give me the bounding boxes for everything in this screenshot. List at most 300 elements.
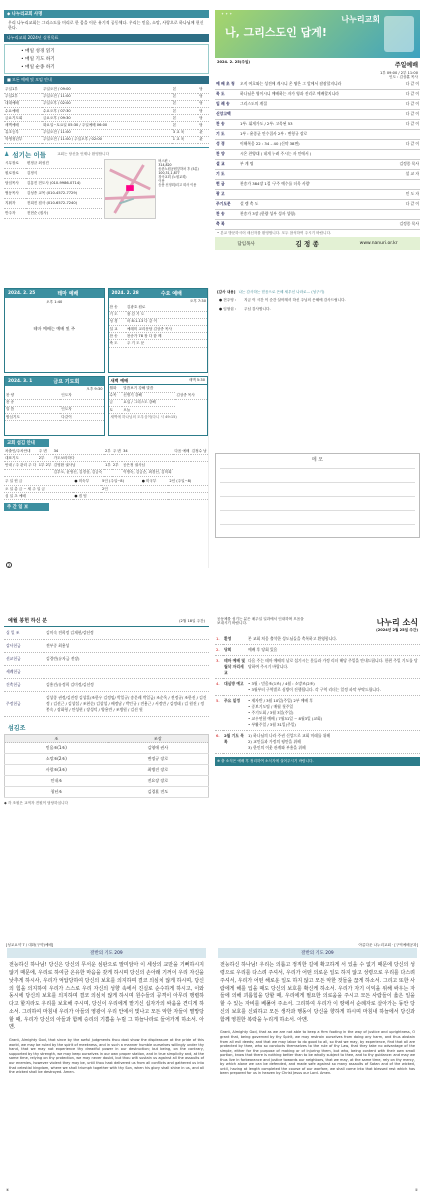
fri-row — [5, 406, 104, 413]
pastor-label: 담임목사 — [237, 241, 255, 247]
staff-row-cell: 협동목사 — [4, 188, 26, 198]
service-time-row-cell: 당 — [198, 100, 209, 107]
worship-order-row-cell: 광 고 — [215, 189, 239, 199]
offering-row-cell: 건축헌금 — [4, 679, 44, 692]
service-time-row-cell: 주일오후 / 02:00 — [42, 100, 172, 107]
thanks-list — [215, 296, 420, 313]
news-item — [215, 696, 420, 731]
news-item-cell: 6. — [215, 731, 223, 754]
service-time-row-cell: 주일오전 / 11:00 / 주일오후 / 02:00 — [42, 136, 172, 143]
service-time-row-cell: 새벽예배 — [4, 122, 42, 129]
church-name: 나누리교회 — [341, 15, 380, 24]
dawn-worship-box — [108, 376, 209, 436]
team-row-cell: 전요장 장로 — [108, 776, 209, 787]
wed-time: 오후 7:30 — [189, 299, 206, 303]
news-item-cell: 당회 — [223, 645, 247, 656]
thanks-sub: 나는 감사하는 믿음으로 은혜 세우신 나라로... (성구기) — [238, 290, 325, 294]
offer-row-cell — [141, 485, 169, 492]
team-row — [5, 765, 209, 776]
news-item-cell: 본 교회 처음 출석한 성도님들을 축복하고 환영합니다. — [247, 634, 420, 645]
service-time-row-cell: 주일2부 — [4, 93, 42, 100]
goal-header: 나누리교회 2024년 실천목표 — [4, 34, 209, 42]
map-line: 승용 신정회/리고 회사 이용 — [158, 182, 197, 187]
team-row-cell: 최병진 장로 — [108, 765, 209, 776]
service-time-row-cell: 금요오후 / 09:30 — [42, 115, 172, 122]
page-marker: ④ — [6, 1187, 10, 1192]
news-subhead: 공동체를 섬기는 분은 매주일 일과에서 인내하며 모음을 보내시기 바랍니다. — [217, 617, 304, 626]
serve-row-cell: 공은정 권사님 — [122, 462, 173, 469]
dawn-order — [109, 385, 208, 414]
worship-order-row-cell: 기 도 — [215, 129, 239, 139]
mission-header: ◆ 나누리교회 사명 — [4, 10, 209, 18]
serve-row-cell — [191, 455, 208, 462]
worship-order-row-cell: 다 같 이 — [386, 119, 420, 129]
wed-row-cell: 기 도 — [109, 311, 126, 318]
worship-order-row — [215, 189, 420, 199]
team-row-cell: 소망조(2조) — [5, 754, 108, 765]
worship-order-row — [215, 99, 420, 109]
worship-order-row — [215, 119, 420, 129]
map-line: 이용 — [158, 178, 165, 183]
dawn-row-cell: 월화 — [109, 385, 123, 392]
serve-table — [4, 448, 208, 477]
map-line: 314,820 — [158, 162, 172, 167]
worship-order-row — [215, 179, 420, 189]
wed-row — [109, 318, 208, 325]
news-item — [215, 679, 420, 696]
service-time-row-cell: 관 — [198, 129, 209, 136]
serve-row-cell: 주 변 — [38, 448, 53, 455]
service-time-row-cell: 주일오전 / 09:00 — [42, 86, 172, 93]
offering-row-cell: 김상종 권정/김진정 김상훈/조한우 김정임/ 박일규/ 송문레 박일금/ 조순옥 / 전정규/ 조한진 / 김건정 / 김선근 / 김상섭 / 조현순/ 김상섭 / 배정남 / 박인규 / 전용근 / 서정만 / 김정태 / 김 원진 / 정봉숙 / 장화형 / 안성현 / 장성덕 / 양용만 / 조병원 / 김선 원 — [44, 692, 209, 717]
pastor-name: 김 정 종 — [295, 240, 319, 249]
worship-order-row-cell — [386, 179, 420, 189]
worship-order-row — [215, 139, 420, 149]
p2-left-panel — [4, 288, 209, 568]
serve-row — [4, 455, 208, 462]
wed-row — [109, 340, 208, 347]
news-item-cell: 대심방 예고 — [223, 679, 247, 696]
staff-table — [4, 159, 102, 219]
team-row — [5, 776, 209, 787]
service-time-row-cell: 금요기도회 — [4, 115, 42, 122]
fri-row-cell — [60, 399, 103, 406]
map-line: 창곡교회 (노원교회) — [158, 174, 187, 179]
wed-row-cell: 김광호 원로 — [126, 304, 207, 311]
leader: 인도 : 김상훈 목사 — [389, 75, 418, 80]
theme-worship-box — [4, 288, 105, 373]
dawn-title: 새벽 예배 — [110, 378, 129, 383]
worship-order-row — [215, 169, 420, 179]
offering-row — [4, 653, 209, 666]
worship-order-row-cell: 기 도 — [215, 169, 239, 179]
news-title: 나누리 소식 — [376, 618, 418, 627]
wed-date: 2024. 2. 28 — [111, 291, 139, 296]
people-icon: ♟ — [4, 150, 10, 158]
memo-box — [215, 453, 420, 538]
theme-body: 테마 예배는 예배 및 주 — [33, 326, 76, 332]
offering-table — [4, 479, 208, 501]
team-note: ◆ 각 조원은 교역자 전원이 담당하십니다 — [4, 801, 69, 806]
website: www.nanuri.or.kr — [359, 241, 398, 247]
service-time-row-cell: 당 — [198, 115, 209, 122]
thanks-text: 주님 감사합니다. — [244, 306, 271, 311]
fri-row — [5, 414, 104, 421]
staff-row-cell: 전희진 집사 (010-6572-7240) — [26, 198, 103, 208]
worship-order-row-cell: 설 렘 축 도 — [239, 199, 386, 209]
offering-list — [4, 627, 209, 717]
serve-row-cell: 김부오, 윤영신, 김경상, 김금숙 — [53, 469, 104, 476]
serve-row-cell: 이명숙, 김금순, 최경선, 김미희 — [122, 469, 173, 476]
news-item-cell: 2. — [215, 645, 223, 656]
wed-order — [109, 304, 208, 347]
worship-order-row-cell: 다 같 이 — [386, 99, 420, 109]
offering-row-cell: 전부중 최용성 — [44, 640, 209, 653]
banner-slogan: 나, 그리스도인 답게! — [225, 26, 327, 39]
offer-row-cell — [168, 485, 208, 492]
dawn-note: 새벽에 하나님의 도우심이(다니 시 49:15) — [110, 415, 177, 420]
wed-title: 수요 예배 — [160, 291, 182, 297]
wed-row — [109, 304, 208, 311]
team-row — [5, 743, 209, 754]
service-times-small: 1부 09:00 / 2부 11:00 — [379, 71, 418, 75]
theme-title: 테마 예배 — [57, 291, 79, 297]
worship-order-row-cell: 1부: 휘게가도 / 2부: 고목된 53 — [239, 119, 386, 129]
wed-row-cell: 설 교 — [109, 326, 126, 333]
team-row — [5, 754, 209, 765]
theme-date: 2024. 2. 25 — [8, 291, 36, 296]
service-time-row-cell: 관 — [198, 136, 209, 143]
top-ribbon: ✦ ✦ ✦ — [221, 12, 233, 16]
worship-order-row-cell: 하나님은 영이시니 예배하는 자가 영과 진리로 예배할지니라 — [239, 89, 386, 99]
service-time-row-cell: 본 — [172, 93, 198, 100]
offer-row-cell: 주 일 헌 금 — [4, 479, 73, 486]
news-item-cell: 1) 하나님의 나라 주권 신앙으로 교회 미래를 위해 2) 교인들과 가정의 평안을 위해 3) 한인의 이웃 관계와 부흥을 위해 — [247, 731, 420, 754]
serve-row-cell: 2부 — [38, 455, 53, 462]
dawn-row-cell: 토 — [109, 407, 123, 414]
worship-order-row-cell: 다 같 이 — [386, 139, 420, 149]
news-item-cell: 테마 예배 및 월삭 자리세교 — [223, 656, 247, 679]
serve-row-cell — [104, 469, 112, 476]
service-time-row-cell: 본 — [172, 100, 198, 107]
prayer-title-right: 잘반의 기도 209 — [218, 948, 417, 958]
page-2 — [4, 288, 420, 583]
wed-row — [109, 326, 208, 333]
news-item — [215, 645, 420, 656]
theme-time: 오후 1:40 — [46, 300, 63, 304]
offering-row-cell: 십 일 조 — [4, 627, 44, 640]
staff-row-cell: 김정식 — [26, 168, 103, 178]
service-time-row-cell: 본 — [172, 115, 198, 122]
page-3 — [4, 615, 420, 915]
worship-order-row-cell — [386, 149, 420, 159]
page-1 — [4, 10, 420, 257]
mission-text: 우리 나누리교회는 그리스도를 머리로 한 몸을 이룬 유기적 공동체다. 우리는 믿음, 소망, 사랑으로 하나님께 헌신한다. — [8, 20, 204, 31]
p3-left-panel — [4, 615, 209, 915]
fri-row-cell: 찬 양 — [5, 392, 60, 399]
news-item-cell: 2월 기도 목록 — [223, 731, 247, 754]
team-head: 조 — [5, 735, 108, 743]
staff-row — [4, 168, 102, 178]
team-table — [4, 734, 209, 798]
worship-order-row-cell: 신앙고백 — [215, 109, 239, 119]
worship-order-row-cell: 찬 송 — [215, 119, 239, 129]
news-item-cell: 예배 후 당회 있음 — [247, 645, 420, 656]
serve-row-cell: 김영환 권사님 — [53, 462, 104, 469]
offer-row — [4, 493, 208, 500]
offering-row-cell: 세례헌금 — [4, 666, 44, 679]
fri-order — [5, 392, 104, 421]
map-line: 버스편 : — [158, 158, 170, 163]
worship-order-row-cell: 김정종 목사 — [386, 219, 420, 229]
page-4 — [4, 942, 420, 1192]
thanks-text: 지금 이 시간 이 순간 살아계셔 하신 주님의 은혜에 감사드립니다. — [244, 298, 346, 303]
serve-row-cell: 주 변 — [112, 448, 122, 455]
offer-row-cell: 2인 — [101, 485, 141, 492]
service-time-row — [4, 122, 209, 129]
staff-row-cell: 지휘자 — [4, 198, 26, 208]
serve-row-cell — [122, 455, 173, 462]
thanks-name: ● 임형섭 : — [219, 306, 237, 311]
serve-row-cell: 가도보라하다 — [53, 455, 104, 462]
serve-row-cell — [38, 469, 53, 476]
dawn-row-cell: 김상종 목사 — [175, 392, 207, 399]
fri-header — [5, 377, 104, 386]
worship-order-row-cell — [386, 209, 420, 219]
team-title: 섬김조 — [8, 725, 26, 732]
church-map — [104, 159, 156, 219]
dawn-row — [109, 392, 208, 399]
offer-row — [4, 479, 208, 486]
wed-row-cell: 찬송가 78 장 다 함 께 — [126, 333, 207, 340]
service-time-row — [4, 129, 209, 136]
worship-order-row-cell: 1부 : 윤종균 안수집사 2부 : 변형규 장로 — [239, 129, 386, 139]
service-time-row — [4, 93, 209, 100]
service-time-row — [4, 107, 209, 114]
weekly-label: 주 간 일 보 — [4, 503, 49, 511]
p2-right-panel — [215, 288, 420, 568]
service-time-row-cell: 수요예배 — [4, 107, 42, 114]
news-item-cell: 5. — [215, 696, 223, 731]
fri-row-cell: 다같이 — [60, 414, 103, 421]
worship-order-row-cell: 축 복 — [215, 219, 239, 229]
worship-order-row-cell: 부 계 명 — [239, 159, 386, 169]
serve-row — [4, 448, 208, 455]
news-date: (2024년 2월 25일 주간) — [376, 628, 418, 632]
theme-header — [5, 289, 104, 298]
news-item — [215, 634, 420, 645]
offering-row-cell: 주정헌금 — [4, 692, 44, 717]
fri-row — [5, 399, 104, 406]
staff-row-cell: 반주자 — [4, 208, 26, 218]
offer-row-cell — [168, 493, 208, 500]
serve-row-cell: 대표기도 — [4, 455, 38, 462]
staff-row-cell: 김흥진 전도사 (010-9986-0714) — [26, 178, 103, 188]
offering-row-cell — [44, 666, 209, 679]
service-time-row-cell: 본 — [172, 86, 198, 93]
offering-row — [4, 692, 209, 717]
offer-row-cell — [101, 493, 141, 500]
news-item-cell: 주요 일정 — [223, 696, 247, 731]
serve-row-cell — [112, 455, 122, 462]
service-time-row — [4, 115, 209, 122]
prayer-english-right: Grant, Almighty God, that as we are not able to keep a firm footing in the way of justice and uprightness, O grant that, being governed by thy Spirit, we may restrain ourselves from doing any harm, and thus abstain from all evil deeds; and that we may labor to do good to all, so that we may, by experience, find that all are protected by thee, who so conducts themselves to the rule of thy Law, that they take no advantage of the simple, either for the purpose of making or of injuring them, but who, being content with their own small portion, know that there is nothing better than to be wholly subject to thee, and to thy guidance: and may we thus live in forbearance and justice towards our neighbors, that we may, at the same time, rely on thy mercy, by which alone we can be defended, and made safe against so many assaults of Satan and of the wicked, until, having at length completed the course of our warfare, we shall come into that blessed rest which has been prepared for us in heaven by Christ Jesus our Lord. Amen. — [220, 1030, 415, 1076]
staff-row-cell: 김성종 교목 (010-4572-7729) — [26, 188, 103, 198]
worship-order-row — [215, 219, 420, 229]
prayer-title-left: 잘반의 기도 209 — [7, 948, 206, 958]
worship-order-row — [215, 199, 420, 209]
staff-row — [4, 188, 102, 198]
team-row-cell: 김경훈 전도 — [108, 787, 209, 798]
service-time-row-cell: 주일1부 — [4, 86, 42, 93]
service-time-row-cell: 당 — [198, 86, 209, 93]
thanks-header: [감사 내용] — [217, 290, 236, 294]
worship-order-table — [215, 80, 420, 230]
fri-time: 오후 9:30 — [86, 387, 103, 391]
page-marker: 2 — [7, 563, 11, 568]
dawn-row-cell: 수목 — [109, 392, 123, 399]
dove-icon — [384, 16, 414, 52]
fri-row-cell: 찬 송 — [5, 399, 60, 406]
goal-list — [4, 44, 209, 74]
dawn-row — [109, 385, 208, 392]
service-time-row-cell: 유초등부 — [4, 129, 42, 136]
page-marker: ① — [414, 1187, 418, 1192]
worship-order-row-cell: 예 배 초 청 — [215, 80, 239, 90]
worship-order-row-cell: 찬송가 384장 1절 '구주 예수를 더욱 사랑' — [239, 179, 386, 189]
worship-order-row-cell: 이해복음 22 : 34 – 40 (신약 38면) — [239, 139, 386, 149]
friday-prayer-box — [4, 376, 105, 436]
worship-order-row-cell: 주기도문 — [215, 199, 239, 209]
serve-header: 교회 섬김 안내 — [4, 439, 49, 447]
service-time-row — [4, 100, 209, 107]
serve-row — [4, 462, 208, 469]
service-time-row-cell: 학생청년부 — [4, 136, 42, 143]
news-item-cell: 1. — [215, 634, 223, 645]
offering-row-cell: 감사헌금 — [4, 640, 44, 653]
goal-item: • 매일 성경 읽기 — [21, 49, 55, 55]
service-time-row-cell: 수요오후 / 07:30 — [42, 107, 172, 114]
news-item — [215, 656, 420, 679]
worship-order-row-cell — [239, 189, 386, 199]
news-item-cell: • 3월 : 믿음조(1조) / 4월 : 소망조(2조) • 3월부터 구역별로 심방이 진행됩니다. 각 구역 리더는 일정 파악 부탁드립니다. — [247, 679, 420, 696]
team-row-cell: 사랑조(3조) — [5, 765, 108, 776]
worship-order-row — [215, 149, 420, 159]
staff-row-cell: 원로장로 — [4, 168, 26, 178]
serve-row-cell: 다음 예배 — [173, 448, 190, 455]
fri-row-cell: 인도자 — [60, 392, 103, 399]
team-row-cell: 인내조 — [5, 776, 108, 787]
dawn-row-cell: 금 — [109, 399, 123, 406]
serve-row-cell: 2부 — [112, 462, 122, 469]
worship-order-row-cell: 다 같 이 — [386, 89, 420, 99]
prayer-korean-left: 전능하신 하나님! 당신은 당신의 무서운 심판으로 말미암아 이 세상의 교만을 기뻐하시지 않기 때문에, 우리로 하여금 온유한 마음을 갖게 하시며 당신의 손아래 기꺼이 우리 자신을 낮추게 하시사, 우리가 억압당하여 당신의 보호를 의지하며 결코 의심치 않게 하시며, 당신의 힘을 의지하여 우리가 스스로 우리 자신의 성향 속에서 진실로 순수하게 하시고, 이와 동시에 당신의 보호를 의지하며 결코 의심치 않게 하시며 원수들의 공격이 아무리 맹렬하다고 할지라도 우리를 보호해 주시며, 당신이 우리에게 맡기신 십자가의 싸움을 견디게 하소서. 그리하여 마침내 우리가 아들의 영광이 우리 안에서 빛나고 모든 악한 자들이 멸망당할 때, 우리가 당신의 아들과 함께 승리의 기쁨을 누릴 그 하늘나라로 들어가게 하소서. 아멘. — [9, 962, 204, 1031]
staff-row — [4, 178, 102, 188]
worship-order-row-cell — [239, 219, 386, 229]
fri-date: 2024. 3. 1 — [8, 379, 33, 384]
fri-row-cell: 말 씀 — [5, 406, 60, 413]
wed-row-cell: 예레미 교리문답 김상종 목사 — [126, 326, 207, 333]
serve-row-cell: 안내 / 주 관리 주 다 — [4, 462, 38, 469]
prayer-korean-right: 전능하신 하나님! 우리는 의롭고 정직한 길에 확고하게 서 있을 수 없기 때문에 당신의 성령으로 우리를 다스려 주셔서, 우리가 어떤 의로운 일도 하지 않고 성령으로 우리를 다스려 주셔서, 우리가 어떤 해로운 일도 하지 않고 모든 악한 것들을 끊게 하소서. 그리고 또한 사람에게 해를 입을 때도 당신의 보호를 확신케 하소서. 우리가 자기 이익을 위해 싸우는 자들에 의해 괴롭힘을 당할 때, 우리에게 필요한 의로움을 주시고 모든 사람들이 옳은 일을 할 수 있는 자비를 베풀어 주소서. 그리하여 우리가 이 땅에서 순례자로 살아가는 동안 당신의 보호를 신뢰하고 모든 생각과 행동이 당신을 향하게 하시며 마침내 하늘에서 당신과 함께 영원한 복락을 누리게 하소서. 아멘. — [220, 962, 415, 1023]
p4-left-panel — [4, 942, 209, 1192]
offering-row — [4, 640, 209, 653]
staff-title: 섬기는 이들 — [12, 150, 47, 159]
serve-row-cell: 34 — [122, 448, 173, 455]
wed-row-cell: 찬 송 — [109, 304, 126, 311]
wed-row-cell: 주 기 도 문 — [126, 340, 207, 347]
bulletin-banner — [215, 10, 420, 58]
worship-order-row-cell: 그리스도의 계절 — [239, 99, 386, 109]
staff-row-cell: 전현순 (집사) — [26, 208, 103, 218]
p4-tag-left: [성교요약 7 / 대화(구약)예배] — [6, 943, 54, 947]
worship-order-row-cell: 인 도 자 — [386, 189, 420, 199]
worship-order-row-cell — [239, 169, 386, 179]
p3-right-panel — [215, 615, 420, 915]
offering-row-cell: 김미숙 전희정 김재현/강선정 — [44, 627, 209, 640]
serve-row-cell — [104, 455, 112, 462]
worship-order-row-cell: 오직 여호와는 성전에 계시니 온 땅은 그 앞에서 잠잠할지니라 — [239, 80, 386, 90]
wed-row — [109, 333, 208, 340]
worship-order-row-cell: 찬송가 3장 (한량 성부 성자 성령) — [239, 209, 386, 219]
worship-order-row — [215, 159, 420, 169]
serve-row-cell — [173, 455, 190, 462]
offering-date: (2월 18일 주간) — [179, 619, 205, 623]
offer-row — [4, 485, 208, 492]
offer-row-cell: 오 일 총 금 ~ 세 주 일 금 — [4, 485, 73, 492]
offer-row-cell — [73, 485, 101, 492]
p4-right-panel — [215, 942, 420, 1192]
news-list — [215, 634, 420, 754]
worship-order-row-cell: 묵 도 — [215, 89, 239, 99]
service-time-row-cell: 당 — [198, 107, 209, 114]
offer-row-cell: 2인 (주일~8) — [168, 479, 208, 486]
prayer-english-left: Grant, Almighty God, that since by the awful judgments thou dost show the displeasure at the pride of this world, we may be ruled by the spirit of meekness, and in such a manner humble ourselves willingly under thy hand, that we may not experience thy dreadful power in our destruction; but being, on the contrary, supported by thy strength, we may keep ourselves in our own proper station, and in true simplicity and, at the same time, relying on thy protection, we may never doubt, but thou wilt sustain us against all the assaults of our enemies, however violent they may be, until thou hast delivered us from all conflicts and gathered us into that celestial kingdom, where we shall triumph together with thy Son, when his glory shall shine in us, and all the wicked shall be destroyed. Amen. — [9, 1038, 204, 1075]
week-date: 2024. 2. 25(주일) — [217, 60, 250, 64]
team-row-cell: 믿음조(1조) — [5, 743, 108, 754]
dawn-row-cell: 요일 / 그리스도 강해 — [122, 399, 175, 406]
wed-row-cell: 마 8:1-13 다 같 이 — [126, 318, 207, 325]
worship-order-row-cell: 성 경 — [215, 139, 239, 149]
dawn-row-cell: 말씀보기 강해 말씀 — [122, 385, 175, 392]
offer-row-cell: ● 짐 팀 — [73, 493, 101, 500]
news-item-cell: 환영 — [223, 634, 247, 645]
worship-order-row-cell: 다 같 이 — [386, 199, 420, 209]
staff-row-cell: 시무장로 — [4, 159, 26, 168]
wed-row-cell: 참 감 기 도 — [126, 311, 207, 318]
news-item-cell: • 제자반 / 3월 10일(주일) 2부 예배 후 • 중보기도팀 / 매월 첫주일 • 주기도회 / 3월 3일(주일) • 교우연합 예배 / 7월31일 ~ 8월3일 (교회) • 부활주일 / 3월 31일(주일) — [247, 696, 420, 731]
offer-row-cell: 십 일 초 예배 — [4, 493, 73, 500]
p4-tag-right: 아름다운 나누리교회 · [구역예배공과] — [358, 943, 418, 947]
serve-row — [4, 469, 208, 476]
goal-item: • 매일 기도 하기 — [21, 57, 55, 63]
p1-right-panel — [215, 10, 420, 257]
staff-row-cell: 담임목사 — [4, 178, 26, 188]
worship-order-row-cell: 설 교 자 — [386, 169, 420, 179]
offering-row-cell: 김경란(유자금 전장) — [44, 653, 209, 666]
footer-note: • 본교 방문하시어 새신자를 환영합니다. 모두 참석하여 주시기 바랍니다. — [217, 230, 332, 235]
serve-row-cell — [112, 469, 122, 476]
map-line: 송촌노원공원앞하차 후 (5분) — [158, 166, 199, 171]
dawn-row — [109, 399, 208, 406]
fri-title: 금요 기도회 — [53, 379, 80, 385]
serve-row-cell: 차출인/주차안내 — [4, 448, 38, 455]
serve-row-cell: 2부 — [104, 448, 112, 455]
service-time-row-cell: 대대예배 — [4, 100, 42, 107]
wed-header — [109, 289, 208, 298]
service-time-row-cell: 주일오전 / 11:00 — [42, 93, 172, 100]
service-times-table — [4, 86, 209, 144]
